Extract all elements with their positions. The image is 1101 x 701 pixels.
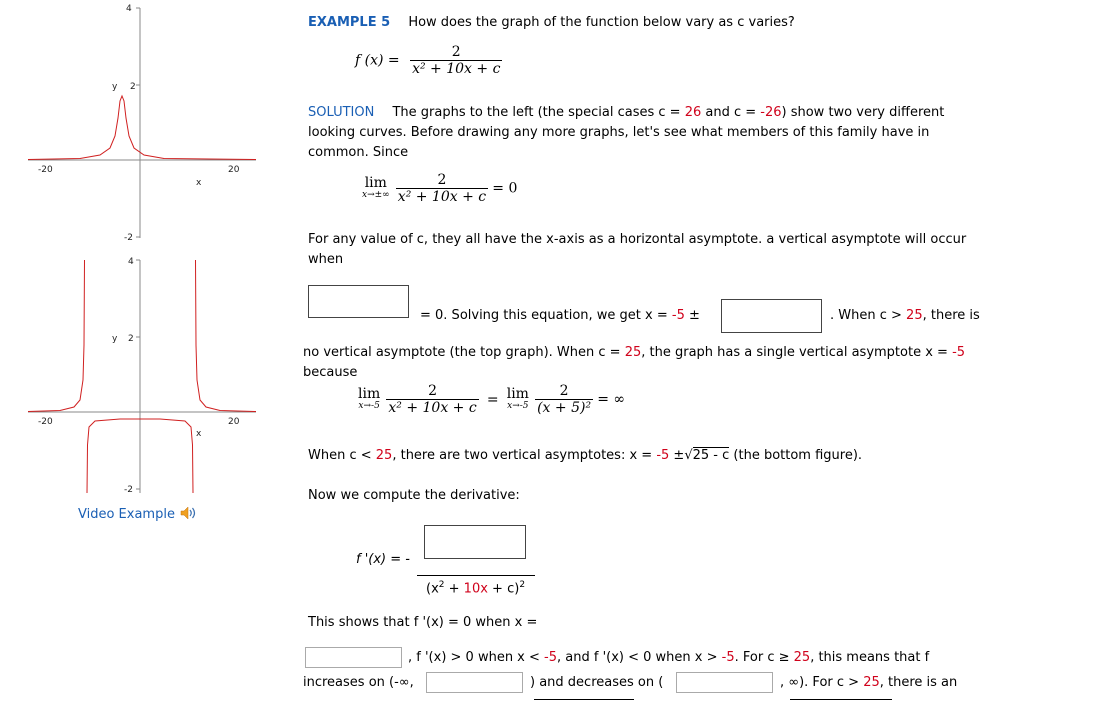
next-line-underline-2 [790, 699, 892, 700]
graph-bottom-xtick-20: 20 [228, 417, 240, 427]
limit-2 [358, 383, 625, 416]
p2-line-2: when [308, 252, 344, 267]
deriv-denominator [426, 580, 525, 596]
graph-bottom [0, 255, 270, 500]
example-header [308, 15, 795, 30]
formula-num: 2 [451, 44, 461, 60]
p9-25: 25 [863, 675, 880, 690]
lim2b-word: lim [506, 385, 529, 402]
lim2-fraction [386, 383, 478, 416]
p4-text-b: , the graph has a single vertical asymptote x = [641, 345, 953, 360]
answer-box-increasing-end[interactable] [426, 672, 523, 693]
graph-bottom-axes [28, 260, 256, 493]
answer-box-decreasing-start[interactable] [676, 672, 773, 693]
p1-line-2: looking curves. Before drawing any more graphs, let's see what members of this family have in [308, 125, 930, 140]
p1-line-3: common. Since [308, 145, 409, 160]
p5-sqrt-arg: 25 - c [692, 448, 730, 463]
p9-text-a: increases on (-∞, [303, 675, 414, 690]
solution-paragraph-1 [308, 103, 944, 163]
lim1-word: lim [364, 174, 387, 191]
p3-text-a: = 0. Solving this equation, we get x = [420, 308, 672, 323]
p5-value: -5 [656, 448, 670, 463]
answer-box-critical-point[interactable] [305, 647, 402, 668]
example-question: How does the graph of the function below vary as c varies? [408, 15, 795, 30]
graph-top-xtick-neg20: -20 [38, 165, 53, 175]
graph-top-xtick-20: 20 [228, 165, 240, 175]
example-label: EXAMPLE 5 [308, 15, 391, 30]
graph-bottom-curve-right [196, 260, 257, 412]
function-formula [355, 44, 502, 77]
p8-25: 25 [793, 650, 811, 665]
p8-text-b: , and f '(x) < 0 when x > [557, 650, 722, 665]
lim1-num: 2 [437, 172, 447, 188]
graph-top-ytick-neg2: -2 [124, 233, 133, 243]
p1-text-c: ) show two very different [781, 105, 945, 120]
p7-text: This shows that f '(x) = 0 when x = [308, 615, 538, 630]
lim2b-den: (x + 5)² [537, 400, 592, 416]
solution-paragraph-2 [308, 230, 966, 270]
lim1-rhs: = 0 [492, 180, 518, 197]
p3-pm: ± [684, 308, 700, 323]
formula-fraction [410, 44, 502, 77]
deriv-den-sq: 2 [438, 580, 445, 590]
graph-bottom-ytick-4: 4 [128, 257, 134, 267]
p8-value-2: -5 [721, 650, 735, 665]
speaker-icon[interactable] [179, 506, 199, 520]
p5-text-c: (the bottom figure). [729, 448, 863, 463]
p4-value: -5 [952, 345, 966, 360]
graph-bottom-xlabel: x [196, 429, 202, 439]
lim1-sub: x→±∞ [362, 189, 390, 200]
p8-text-c: . For c ≥ [734, 650, 794, 665]
p8-text [408, 650, 929, 665]
deriv-den-b: + [444, 581, 464, 597]
graph-bottom-curve-left [28, 260, 85, 412]
p4-text-a: no vertical asymptote (the top graph). When c = [303, 345, 625, 360]
deriv-den-a: (x [426, 581, 439, 597]
p3-value: -5 [671, 308, 685, 323]
lim2-num: 2 [428, 383, 437, 399]
graph-bottom-ylabel: y [112, 334, 118, 344]
lim2b-num: 2 [559, 383, 569, 399]
p6-text: Now we compute the derivative: [308, 488, 520, 503]
solution-paragraph-4 [303, 343, 965, 383]
p5-text-a: When c < [308, 448, 376, 463]
lim1-fraction [396, 172, 488, 205]
p2-line-1: For any value of c, they all have the x-axis as a horizontal asymptote. a vertical asymptote will occur [308, 232, 967, 247]
p3-text-b: . When c > [830, 308, 907, 323]
deriv-fraction-bar [417, 575, 535, 576]
graph-top-axes [28, 8, 256, 238]
sqrt-symbol: √ [684, 448, 693, 463]
graph-top-xlabel: x [196, 178, 202, 188]
p3-text-c: , there is [922, 308, 980, 323]
p4-line-2: because [303, 365, 358, 380]
next-line-underline-1 [534, 699, 634, 700]
p1-text-a: The graphs to the left (the special cases c = [392, 105, 685, 120]
p8-value-1: -5 [544, 650, 558, 665]
lim2-den: x² + 10x + c [388, 400, 477, 416]
video-example-link[interactable] [78, 506, 199, 522]
video-example-label[interactable]: Video Example [78, 507, 175, 522]
p9-text-c: , ∞). For c > [780, 675, 864, 690]
lim2-rhs: = ∞ [597, 391, 626, 408]
deriv-den-10x: 10x [463, 581, 488, 597]
lim1-den: x² + 10x + c [397, 189, 487, 205]
graph-bottom-ytick-2: 2 [128, 334, 134, 344]
p5-25: 25 [375, 448, 393, 463]
p1-text-b: and c = [701, 105, 761, 120]
lim2b-fraction [535, 383, 593, 416]
graph-top-ylabel: y [112, 82, 118, 92]
p5-pm: ± [669, 448, 685, 463]
solution-paragraph-5 [308, 448, 862, 463]
p9-text-d: , there is an [879, 675, 958, 690]
p3-25: 25 [906, 308, 923, 323]
p8-text-d: , this means that f [810, 650, 930, 665]
limit-1 [362, 172, 517, 205]
p3-text-a-wrap [420, 308, 700, 323]
p5-text-b: , there are two vertical asymptotes: x = [392, 448, 657, 463]
p4-25: 25 [624, 345, 642, 360]
lim2-eq: = [486, 391, 499, 408]
p1-c-value-2: -26 [760, 105, 782, 120]
graph-top [0, 0, 270, 245]
p8-text-a: , f '(x) > 0 when x < [408, 650, 545, 665]
solution-label: SOLUTION [308, 105, 375, 120]
p9-text-c-wrap [780, 675, 957, 690]
lim2-word: lim [358, 385, 381, 402]
lim2-sub: x→-5 [358, 400, 380, 411]
deriv-den-c: + c) [487, 581, 520, 597]
answer-box-sqrt[interactable] [721, 299, 822, 333]
lim2b-sub: x→-5 [507, 400, 529, 411]
deriv-lhs: f '(x) = - [356, 552, 410, 567]
graph-bottom-ytick-neg2: -2 [124, 485, 133, 495]
formula-den: x² + 10x + c [412, 61, 501, 77]
p1-c-value-1: 26 [684, 105, 702, 120]
p3-text-b-wrap [830, 308, 980, 323]
graph-top-ytick-4: 4 [126, 4, 132, 14]
answer-box-denominator[interactable] [308, 285, 409, 318]
answer-box-derivative-numerator[interactable] [424, 525, 526, 559]
p9-text-b: ) and decreases on ( [530, 675, 664, 690]
graph-top-curve [28, 96, 256, 160]
formula-lhs: f (x) = [355, 52, 400, 69]
graph-bottom-xtick-neg20: -20 [38, 417, 53, 427]
graph-top-ytick-2: 2 [130, 82, 136, 92]
deriv-den-sq2: 2 [519, 580, 526, 590]
